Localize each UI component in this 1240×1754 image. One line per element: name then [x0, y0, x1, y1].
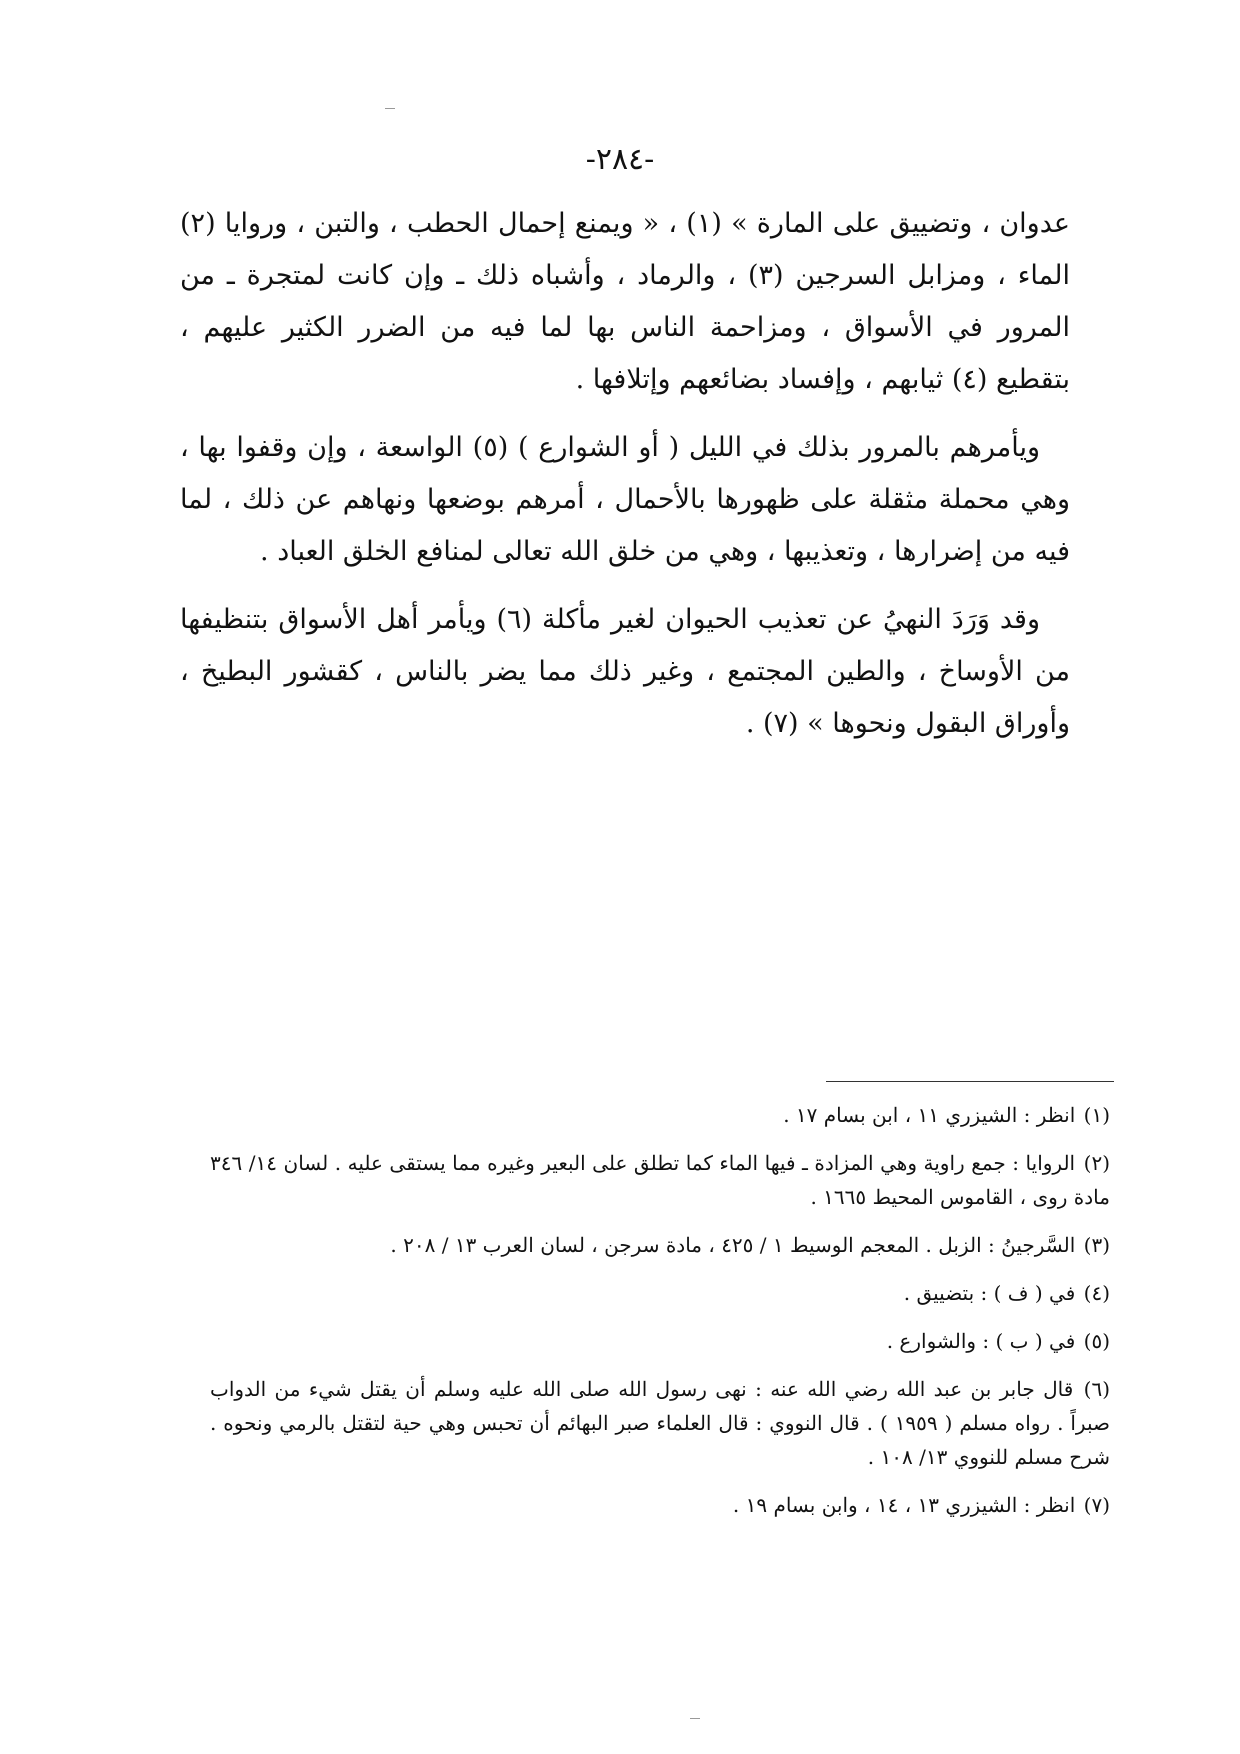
scan-mark — [385, 108, 395, 109]
footnote — [210, 1372, 1110, 1474]
paragraph: ويأمرهم بالمرور بذلك في الليل ( أو الشوارع ) (٥) الواسعة ، وإن وقفوا بها ، وهي محملة مثقلة على ظهورها بالأحمال ، أمرهم بوضعها ونهاهم عن ذلك ، لما فيه من إضرارها ، وتعذيبها ، وهي من خلق الله تعالى لمنافع الخلق العباد . — [180, 432, 1070, 567]
footnote — [210, 1488, 1110, 1522]
footnote — [210, 1146, 1110, 1214]
footnote — [210, 1098, 1110, 1132]
footnote-text: الروايا : جمع راوية وهي المزادة ـ فيها الماء كما تطلق على البعير وغيره مما يستقى عليه . لسان ١٤/ ٣٤٦ مادة روى ، القاموس المحيط ١٦٦٥ . — [210, 1151, 1110, 1209]
footnote-number: (٦) — [1083, 1377, 1111, 1401]
footnote-text: في ( ب ) : والشوارع . — [886, 1329, 1076, 1353]
footnote-text: انظر : الشيزري ١١ ، ابن بسام ١٧ . — [783, 1103, 1076, 1127]
footnote-number: (٤) — [1083, 1281, 1110, 1305]
paragraph: عدوان ، وتضييق على المارة » (١) ، « ويمنع إحمال الحطب ، والتبن ، وروايا (٢) الماء ، ومزابل السرجين (٣) ، والرماد ، وأشباه ذلك ـ وإن كانت لمتجرة ـ من المرور في الأسواق ، ومزاحمة الناس بها لما فيه من الضرر الكثير عليهم ، بتقطيع (٤) ثيابهم ، وإفساد بضائعهم وإتلافها . — [180, 208, 1070, 395]
page-number: -٢٨٤- — [585, 142, 655, 177]
footnote-number: (٣) — [1083, 1233, 1110, 1257]
footnote-text: قال جابر بن عبد الله رضي الله عنه : نهى رسول الله صلى الله عليه وسلم أن يقتل شيء من الدواب صبراً . رواه مسلم ( ١٩٥٩ ) . قال النووي : قال العلماء صبر البهائم أن تحبس وهي حية لتقتل بالرمي ونحوه . شرح مسلم للنووي ١٣/ ١٠٨ . — [210, 1377, 1110, 1469]
footnotes — [210, 1098, 1110, 1536]
footnote-number: (٥) — [1083, 1329, 1110, 1353]
footnote-number: (٢) — [1083, 1151, 1110, 1175]
paragraph: وقد وَرَدَ النهيُ عن تعذيب الحيوان لغير مأكلة (٦) ويأمر أهل الأسواق بتنظيفها من الأوساخ ، والطين المجتمع ، وغير ذلك مما يضر بالناس ، كقشور البطيخ ، وأوراق البقول ونحوها » (٧) . — [180, 604, 1070, 739]
main-text — [180, 198, 1070, 766]
footnote — [210, 1228, 1110, 1262]
footnote-number: (١) — [1083, 1103, 1110, 1127]
footnote-text: السَّرجينُ : الزبل . المعجم الوسيط ١ / ٤٢٥ ، مادة سرجن ، لسان العرب ١٣ / ٢٠٨ . — [390, 1233, 1076, 1257]
footnote-text: انظر : الشيزري ١٣ ، ١٤ ، وابن بسام ١٩ . — [732, 1493, 1076, 1517]
footnote-divider — [826, 1081, 1114, 1082]
footnote — [210, 1324, 1110, 1358]
footnote-text: في ( ف ) : بتضييق . — [903, 1281, 1076, 1305]
scan-mark — [690, 1718, 700, 1719]
footnote — [210, 1276, 1110, 1310]
footnote-number: (٧) — [1083, 1493, 1110, 1517]
